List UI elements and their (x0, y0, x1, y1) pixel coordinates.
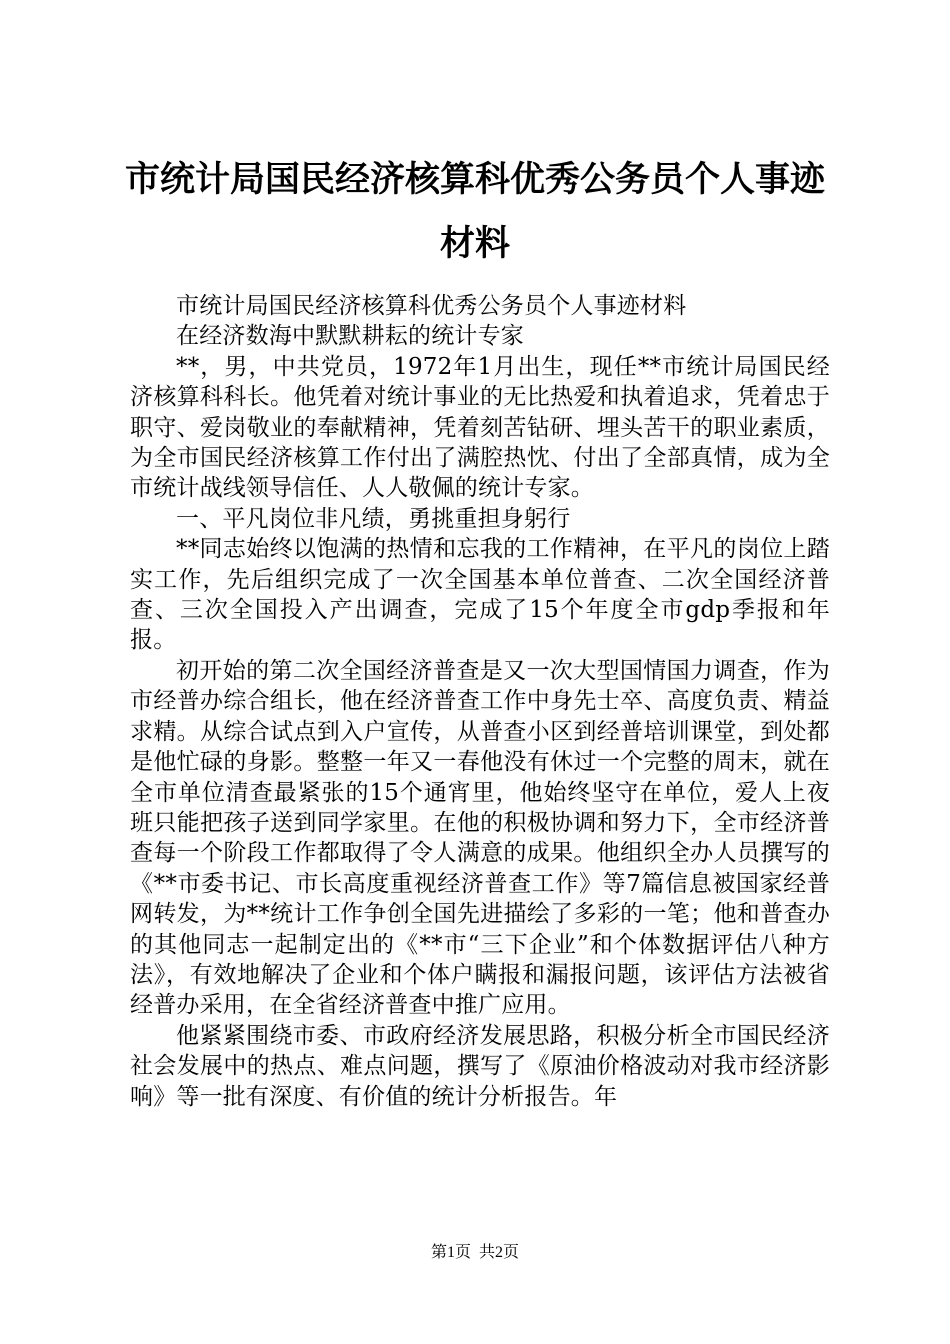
document-title-line-2: 材料 (439, 223, 510, 264)
document-title-line-1: 市统计局国民经济核算科优秀公务员个人事迹 (124, 159, 825, 200)
body-paragraph: **同志始终以饱满的热情和忘我的工作精神，在平凡的岗位上踏实工作，先后组织完成了一次全国基本单位普查、二次全国经济普查、三次全国投入产出调查，完成了15个年度全市gdp季报和年报。 (130, 536, 830, 654)
page-number-current: 第1页 (430, 1244, 471, 1261)
body-paragraph: 初开始的第二次全国经济普查是又一次大型国情国力调查，作为市经普办综合组长，他在经济普查工作中身先士卒、高度负责、精益求精。从综合试点到入户宣传，从普查小区到经普培训课堂，到处都是他忙碌的身影。整整一年又一春他没有休过一个完整的周末，就在全市单位清查最紧张的15个通宵里，他始终坚守在单位，爱人上夜班只能把孩子送到同学家里。在他的积极协调和努力下，全市经济普查每一个阶段工作都取得了令人满意的成果。他组织全办人员撰写的《**市委书记、市长高度重视经济普查工作》等7篇信息被国家经普网转发，为**统计工作争创全国先进描绘了多彩的一笔；他和普查办的其他同志一起制定出的《**市“三下企业”和个体数据评估八种方法》，有效地解决了企业和个体户瞒报和漏报问题，该评估方法被省经普办采用，在全省经济普查中推广应用。 (130, 657, 830, 1019)
page-number-total: 共2页 (479, 1244, 520, 1261)
body-paragraph-heading: 市统计局国民经济核算科优秀公务员个人事迹材料 (176, 293, 687, 319)
body-paragraph-subtitle: 在经济数海中默默耕耘的统计专家 (176, 323, 524, 350)
page-footer (0, 1243, 950, 1263)
body-paragraph: 他紧紧围绕市委、市政府经济发展思路，积极分析全市国民经济社会发展中的热点、难点问题，撰写了《原油价格波动对我市经济影响》等一批有深度、有价值的统计分析报告。年 (130, 1022, 830, 1110)
body-section-heading: 一、平凡岗位非凡绩，勇挑重担身躬行 (176, 505, 571, 532)
body-paragraph-intro: **，男，中共党员，1972年1月出生，现任**市统计局国民经济核算科科长。他凭着对统计事业的无比热爱和执着追求，凭着忠于职守、爱岗敬业的奉献精神，凭着刻苦钻研、埋头苦干的职业素质，为全市国民经济核算工作付出了满腔热忱、付出了全部真情，成为全市统计战线领导信任、人人敬佩的统计专家。 (130, 353, 830, 502)
document-body (130, 291, 830, 1112)
